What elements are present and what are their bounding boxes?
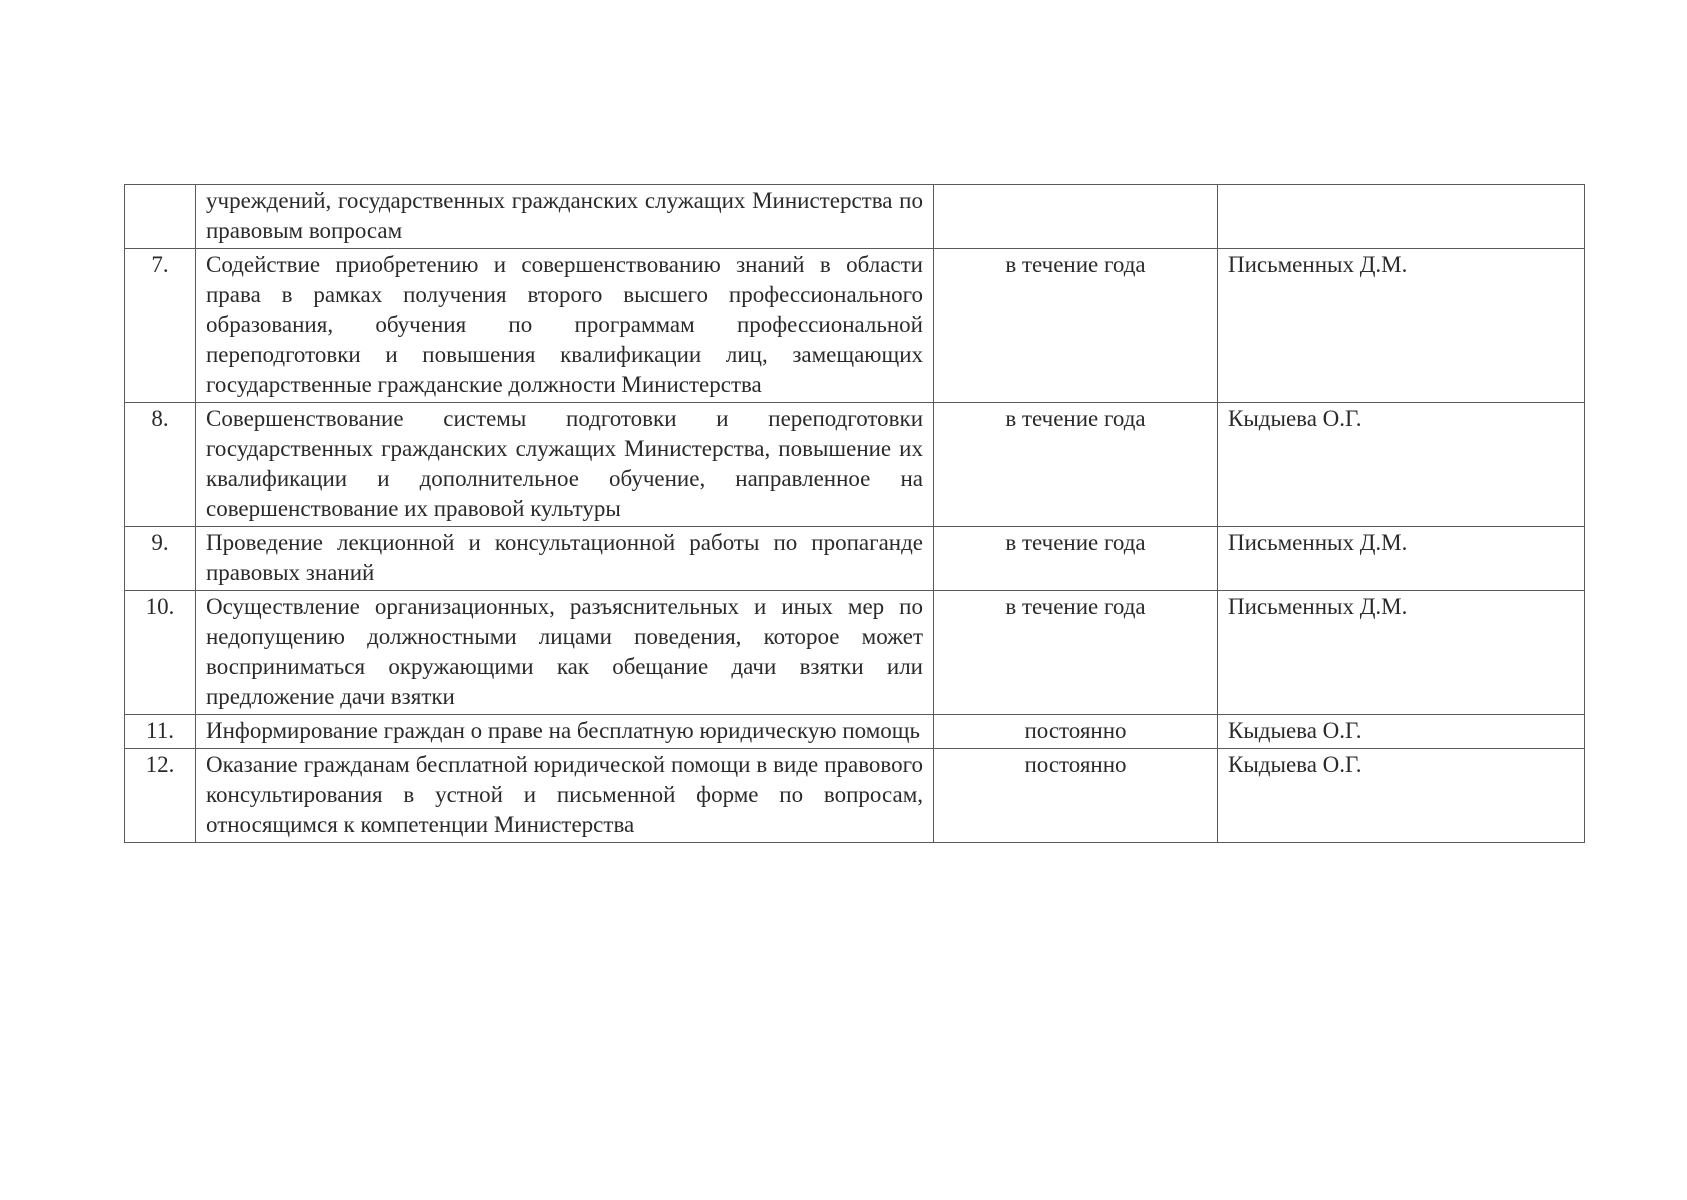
activity-text: учреждений, государственных гражданских служащих Министерства по правовым вопросам: [196, 185, 934, 249]
table-row: [125, 591, 1585, 715]
table-row: [125, 749, 1585, 843]
table-row: [125, 715, 1585, 749]
deadline-text: в течение года: [934, 527, 1218, 591]
activity-text: Проведение лекционной и консультационной работы по пропаганде правовых знаний: [196, 527, 934, 591]
row-number: 11.: [125, 715, 196, 749]
table-row: [125, 527, 1585, 591]
activity-text: Осуществление организационных, разъяснительных и иных мер по недопущению должностными лицами поведения, которое может восприниматься окружающими как обещание дачи взятки или предложение дачи взятки: [196, 591, 934, 715]
responsible-person: Письменных Д.М.: [1218, 527, 1585, 591]
activity-text: Информирование граждан о праве на бесплатную юридическую помощь: [196, 715, 934, 749]
deadline-text: постоянно: [934, 715, 1218, 749]
responsible-person: [1218, 185, 1585, 249]
row-number: 9.: [125, 527, 196, 591]
deadline-text: [934, 185, 1218, 249]
table-row: [125, 249, 1585, 403]
responsible-person: Письменных Д.М.: [1218, 591, 1585, 715]
deadline-text: в течение года: [934, 591, 1218, 715]
table-row: [125, 403, 1585, 527]
deadline-text: постоянно: [934, 749, 1218, 843]
responsible-person: Кыдыева О.Г.: [1218, 749, 1585, 843]
activity-text: Совершенствование системы подготовки и переподготовки государственных гражданских служащих Министерства, повышение их квалификации и дополнительное обучение, направленное на совершенствование их правовой культуры: [196, 403, 934, 527]
row-number: 7.: [125, 249, 196, 403]
row-number: 12.: [125, 749, 196, 843]
responsible-person: Кыдыева О.Г.: [1218, 403, 1585, 527]
deadline-text: в течение года: [934, 249, 1218, 403]
responsible-person: Письменных Д.М.: [1218, 249, 1585, 403]
deadline-text: в течение года: [934, 403, 1218, 527]
row-number: 10.: [125, 591, 196, 715]
responsible-person: Кыдыева О.Г.: [1218, 715, 1585, 749]
row-number: [125, 185, 196, 249]
activity-plan-table: [124, 184, 1585, 843]
table-row: [125, 185, 1585, 249]
row-number: 8.: [125, 403, 196, 527]
activity-text: Оказание гражданам бесплатной юридической помощи в виде правового консультирования в устной и письменной форме по вопросам, относящимся к компетенции Министерства: [196, 749, 934, 843]
activity-text: Содействие приобретению и совершенствованию знаний в области права в рамках получения второго высшего профессионального образования, обучения по программам профессиональной переподготовки и повышения квалификации лиц, замещающих государственные гражданские должности Министерства: [196, 249, 934, 403]
